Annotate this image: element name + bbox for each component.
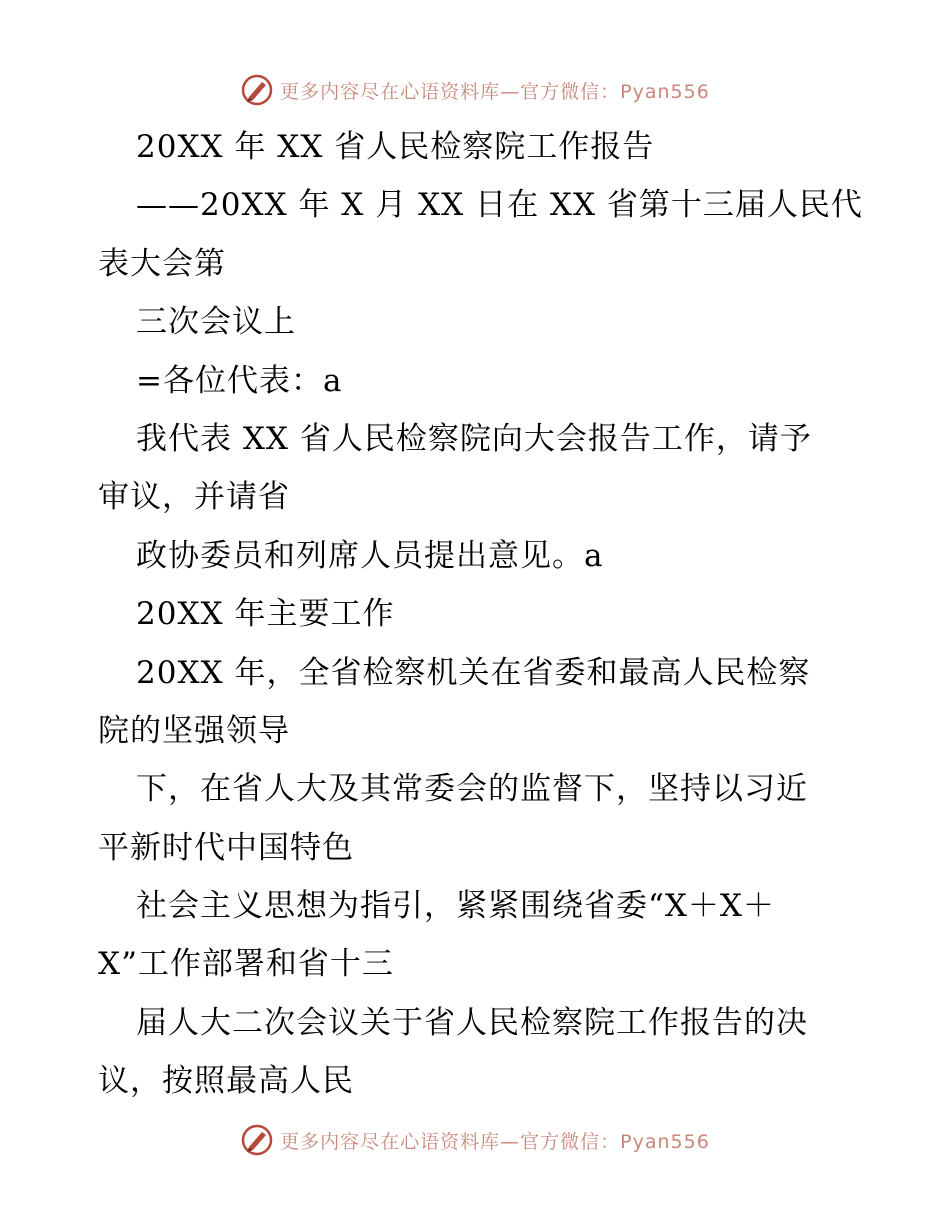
text-line: 三次会议上 [136, 304, 296, 341]
text-line: 议，按照最高人民 [98, 1063, 354, 1100]
text-line: 届人大二次会议关于省人民检察院工作报告的决 [136, 1004, 808, 1041]
text-line: 院的坚强领导 [98, 712, 290, 749]
banner-text: 更多内容尽在心语资料库—官方微信：Pyan556 [280, 80, 710, 103]
text-line: 社会主义思想为指引，紧紧围绕省委“X＋X＋ [136, 888, 775, 925]
banner-text: 更多内容尽在心语资料库—官方微信：Pyan556 [280, 1130, 710, 1153]
text-line: 政协委员和列席人员提出意见。a [136, 537, 604, 574]
text-line: 审议，并请省 [98, 479, 290, 516]
text-line: 我代表 XX 省人民检察院向大会报告工作，请予 [136, 420, 812, 457]
text-line: 表大会第 [98, 245, 226, 282]
text-line: ——20XX 年 X 月 XX 日在 XX 省第十三届人民代 [136, 187, 863, 224]
text-line: 20XX 年 XX 省人民检察院工作报告 [136, 129, 655, 165]
footer-banner [0, 1120, 950, 1160]
text-line: X”工作部署和省十三 [98, 946, 394, 983]
pen-logo-icon [240, 73, 274, 107]
document-body [98, 118, 863, 1111]
header-banner [0, 70, 950, 110]
text-line: 下，在省人大及其常委会的监督下，坚持以习近 [136, 771, 808, 808]
pen-logo-icon [240, 1123, 274, 1157]
text-line: 20XX 年，全省检察机关在省委和最高人民检察 [136, 654, 811, 691]
text-line: 平新时代中国特色 [98, 829, 354, 866]
text-line: =各位代表：a [136, 362, 343, 399]
text-line: 20XX 年主要工作 [136, 596, 395, 633]
